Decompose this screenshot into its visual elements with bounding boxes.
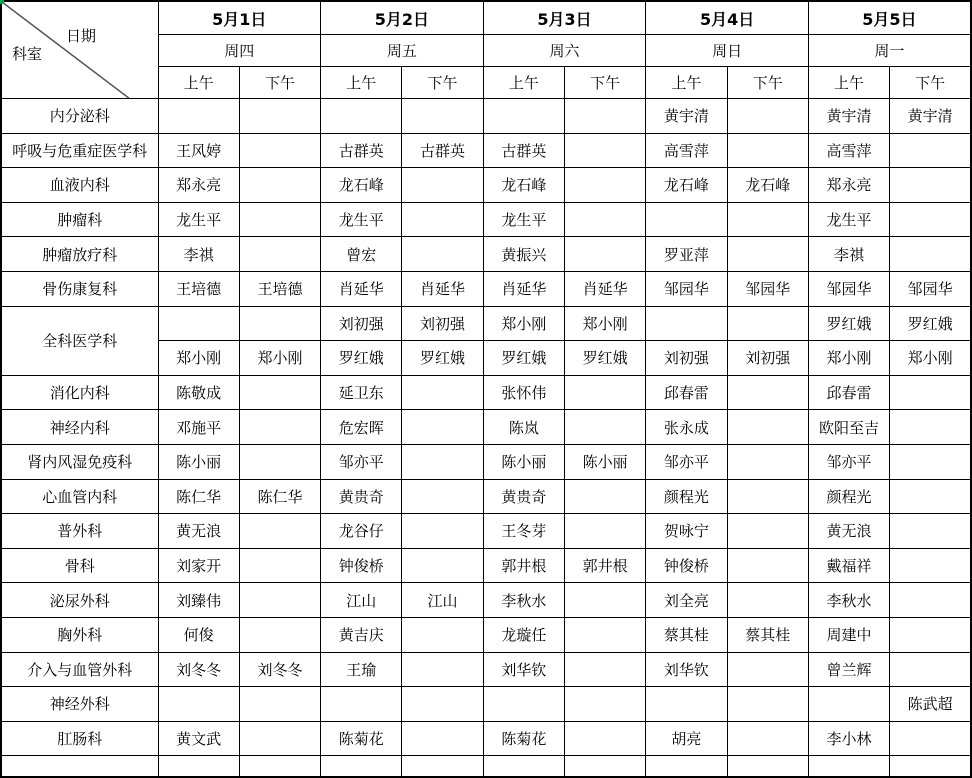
duty-cell: 罗红娥 (808, 306, 889, 341)
duty-cell: 颜程光 (646, 479, 727, 514)
duty-cell (564, 652, 645, 687)
duty-cell (402, 99, 483, 134)
duty-cell: 黄宇清 (890, 99, 971, 134)
duty-cell (727, 721, 808, 756)
duty-cell: 黄文武 (158, 721, 239, 756)
duty-cell (727, 306, 808, 341)
duty-cell (402, 548, 483, 583)
duty-cell: 戴福祥 (808, 548, 889, 583)
duty-cell (483, 99, 564, 134)
empty-cell (564, 756, 645, 778)
duty-cell: 刘初强 (727, 341, 808, 376)
schedule-row (1, 444, 971, 479)
weekday-header-1: 周四 (158, 35, 321, 67)
duty-cell (890, 168, 971, 203)
department-cell: 介入与血管外科 (1, 652, 158, 687)
session-pm-header: 下午 (890, 67, 971, 99)
duty-cell: 危宏晖 (321, 410, 402, 445)
duty-cell (727, 410, 808, 445)
duty-cell: 颜程光 (808, 479, 889, 514)
duty-cell (402, 444, 483, 479)
schedule-body (1, 99, 971, 778)
session-am-header: 上午 (158, 67, 239, 99)
duty-cell: 蔡其桂 (646, 617, 727, 652)
schedule-row (1, 687, 971, 722)
department-cell: 泌尿外科 (1, 583, 158, 618)
duty-cell: 郭井根 (483, 548, 564, 583)
duty-cell: 刘家开 (158, 548, 239, 583)
duty-cell (727, 514, 808, 549)
duty-cell (890, 583, 971, 618)
schedule-row (1, 133, 971, 168)
duty-cell (564, 168, 645, 203)
duty-cell: 黄宇清 (808, 99, 889, 134)
duty-cell: 邹园华 (646, 271, 727, 306)
department-cell: 骨科 (1, 548, 158, 583)
duty-cell: 陈岚 (483, 410, 564, 445)
session-am-header: 上午 (646, 67, 727, 99)
duty-cell (564, 99, 645, 134)
duty-cell: 江山 (321, 583, 402, 618)
duty-cell (646, 687, 727, 722)
schedule-row (1, 306, 971, 341)
empty-cell (890, 756, 971, 778)
duty-cell: 胡亮 (646, 721, 727, 756)
duty-cell: 古群英 (402, 133, 483, 168)
schedule-row (1, 168, 971, 203)
session-am-header: 上午 (321, 67, 402, 99)
duty-cell: 郑小刚 (564, 306, 645, 341)
duty-cell: 肖延华 (321, 271, 402, 306)
duty-cell (158, 687, 239, 722)
duty-cell (402, 721, 483, 756)
empty-cell (808, 756, 889, 778)
duty-cell: 欧阳至吉 (808, 410, 889, 445)
duty-cell (483, 687, 564, 722)
duty-cell (808, 687, 889, 722)
duty-cell: 延卫东 (321, 375, 402, 410)
duty-cell (727, 237, 808, 272)
duty-cell (239, 583, 320, 618)
duty-cell (321, 99, 402, 134)
duty-cell: 罗红娥 (402, 341, 483, 376)
duty-cell (402, 375, 483, 410)
duty-cell: 李小林 (808, 721, 889, 756)
duty-cell: 邹亦平 (646, 444, 727, 479)
schedule-row (1, 514, 971, 549)
duty-cell: 何俊 (158, 617, 239, 652)
department-cell: 内分泌科 (1, 99, 158, 134)
schedule-row (1, 99, 971, 134)
schedule-row (1, 202, 971, 237)
duty-cell: 郑永亮 (808, 168, 889, 203)
duty-cell: 邱春雷 (646, 375, 727, 410)
corner-cell (1, 1, 158, 99)
schedule-row (1, 583, 971, 618)
duty-cell: 王冬芽 (483, 514, 564, 549)
duty-cell (402, 237, 483, 272)
duty-cell: 邹园华 (808, 271, 889, 306)
duty-cell (239, 410, 320, 445)
duty-cell: 龙生平 (321, 202, 402, 237)
schedule-row (1, 479, 971, 514)
duty-cell (239, 375, 320, 410)
empty-cell (483, 756, 564, 778)
session-pm-header: 下午 (402, 67, 483, 99)
empty-cell (321, 756, 402, 778)
duty-cell: 黄无浪 (158, 514, 239, 549)
department-cell: 神经外科 (1, 687, 158, 722)
duty-cell (239, 617, 320, 652)
duty-cell (890, 617, 971, 652)
duty-cell: 黄振兴 (483, 237, 564, 272)
corner-department-label: 科室 (12, 45, 43, 63)
duty-cell: 贺咏宁 (646, 514, 727, 549)
duty-cell: 刘冬冬 (239, 652, 320, 687)
duty-cell: 罗红娥 (564, 341, 645, 376)
duty-cell: 钟俊桥 (321, 548, 402, 583)
duty-cell: 曾宏 (321, 237, 402, 272)
empty-cell (727, 756, 808, 778)
duty-cell (564, 721, 645, 756)
duty-cell: 龙谷仔 (321, 514, 402, 549)
duty-cell: 王风婷 (158, 133, 239, 168)
schedule-row (1, 410, 971, 445)
duty-cell: 郑小刚 (158, 341, 239, 376)
session-pm-header: 下午 (239, 67, 320, 99)
department-cell: 肿瘤放疗科 (1, 237, 158, 272)
duty-cell (564, 202, 645, 237)
duty-cell: 李祺 (808, 237, 889, 272)
duty-cell: 刘初强 (402, 306, 483, 341)
duty-cell: 刘华钦 (646, 652, 727, 687)
department-cell: 胸外科 (1, 617, 158, 652)
duty-cell (727, 375, 808, 410)
duty-cell: 龙璇任 (483, 617, 564, 652)
duty-cell: 郑永亮 (158, 168, 239, 203)
duty-cell (646, 306, 727, 341)
duty-cell (402, 514, 483, 549)
duty-cell (564, 583, 645, 618)
duty-cell: 罗亚萍 (646, 237, 727, 272)
duty-cell (239, 721, 320, 756)
department-cell: 肾内风湿免疫科 (1, 444, 158, 479)
duty-cell (890, 410, 971, 445)
date-header-row (1, 1, 971, 35)
duty-cell (402, 617, 483, 652)
duty-cell: 陈菊花 (483, 721, 564, 756)
duty-cell: 肖延华 (402, 271, 483, 306)
duty-cell (402, 652, 483, 687)
date-header-1: 5月1日 (158, 1, 321, 35)
duty-cell: 郑小刚 (483, 306, 564, 341)
duty-cell (727, 133, 808, 168)
duty-cell: 张永成 (646, 410, 727, 445)
duty-cell: 邓施平 (158, 410, 239, 445)
duty-cell: 蔡其桂 (727, 617, 808, 652)
duty-cell: 曾兰辉 (808, 652, 889, 687)
duty-cell (890, 375, 971, 410)
department-cell: 肿瘤科 (1, 202, 158, 237)
duty-cell: 李祺 (158, 237, 239, 272)
table-header (1, 1, 971, 99)
duty-cell (402, 410, 483, 445)
empty-cell (1, 756, 158, 778)
duty-cell (239, 548, 320, 583)
partial-bottom-row (1, 756, 971, 778)
duty-cell: 郭井根 (564, 548, 645, 583)
duty-cell (890, 514, 971, 549)
weekday-header-3: 周六 (483, 35, 646, 67)
duty-cell: 古群英 (321, 133, 402, 168)
duty-cell (564, 410, 645, 445)
duty-cell (402, 168, 483, 203)
duty-cell (727, 99, 808, 134)
duty-cell: 刘冬冬 (158, 652, 239, 687)
duty-cell: 罗红娥 (321, 341, 402, 376)
duty-cell (890, 133, 971, 168)
duty-cell (239, 202, 320, 237)
weekday-header-2: 周五 (321, 35, 484, 67)
duty-cell: 陈菊花 (321, 721, 402, 756)
empty-cell (646, 756, 727, 778)
weekday-header-5: 周一 (808, 35, 971, 67)
duty-cell (564, 617, 645, 652)
duty-cell (402, 202, 483, 237)
duty-cell: 陈敬成 (158, 375, 239, 410)
duty-cell: 刘全亮 (646, 583, 727, 618)
duty-cell (239, 237, 320, 272)
duty-cell (890, 721, 971, 756)
corner-selection-artifact (0, 0, 4, 4)
duty-cell: 龙石峰 (727, 168, 808, 203)
duty-cell: 邹园华 (727, 271, 808, 306)
duty-cell (239, 444, 320, 479)
duty-cell: 罗红娥 (890, 306, 971, 341)
duty-cell: 黄吉庆 (321, 617, 402, 652)
duty-cell: 高雪萍 (646, 133, 727, 168)
duty-cell (239, 133, 320, 168)
duty-cell (646, 202, 727, 237)
department-cell: 骨伤康复科 (1, 271, 158, 306)
duty-cell: 高雪萍 (808, 133, 889, 168)
duty-cell (890, 548, 971, 583)
duty-cell: 郑小刚 (239, 341, 320, 376)
duty-cell: 邹园华 (890, 271, 971, 306)
duty-cell (239, 168, 320, 203)
duty-cell: 陈仁华 (239, 479, 320, 514)
schedule-row (1, 652, 971, 687)
duty-cell (239, 306, 320, 341)
duty-cell: 周建中 (808, 617, 889, 652)
corner-date-label: 日期 (66, 27, 97, 45)
duty-cell (727, 479, 808, 514)
duty-cell (239, 514, 320, 549)
duty-cell: 刘初强 (646, 341, 727, 376)
duty-cell (158, 99, 239, 134)
duty-cell (727, 652, 808, 687)
duty-cell: 江山 (402, 583, 483, 618)
weekday-header-4: 周日 (646, 35, 809, 67)
duty-cell (890, 444, 971, 479)
schedule-row (1, 548, 971, 583)
duty-cell: 王培德 (158, 271, 239, 306)
department-cell: 全科医学科 (1, 306, 158, 375)
duty-cell (890, 237, 971, 272)
duty-cell: 刘初强 (321, 306, 402, 341)
duty-cell (890, 479, 971, 514)
duty-cell: 龙石峰 (321, 168, 402, 203)
duty-cell: 肖延华 (483, 271, 564, 306)
duty-cell: 黄无浪 (808, 514, 889, 549)
session-am-header: 上午 (808, 67, 889, 99)
department-cell: 肛肠科 (1, 721, 158, 756)
duty-cell: 钟俊桥 (646, 548, 727, 583)
empty-cell (239, 756, 320, 778)
duty-cell (727, 444, 808, 479)
date-header-4: 5月4日 (646, 1, 809, 35)
duty-cell: 刘臻伟 (158, 583, 239, 618)
session-pm-header: 下午 (564, 67, 645, 99)
duty-cell: 黄贵奇 (321, 479, 402, 514)
duty-cell: 张怀伟 (483, 375, 564, 410)
schedule-row (1, 375, 971, 410)
session-pm-header: 下午 (727, 67, 808, 99)
duty-cell (890, 202, 971, 237)
duty-cell (239, 99, 320, 134)
duty-cell: 龙生平 (808, 202, 889, 237)
duty-cell: 罗红娥 (483, 341, 564, 376)
duty-cell (158, 306, 239, 341)
duty-cell: 龙生平 (158, 202, 239, 237)
schedule-row (1, 617, 971, 652)
duty-cell: 刘华钦 (483, 652, 564, 687)
duty-cell: 李秋水 (483, 583, 564, 618)
department-cell: 普外科 (1, 514, 158, 549)
duty-cell: 陈小丽 (158, 444, 239, 479)
duty-cell: 龙石峰 (483, 168, 564, 203)
date-header-3: 5月3日 (483, 1, 646, 35)
department-cell: 心血管内科 (1, 479, 158, 514)
duty-cell: 郑小刚 (890, 341, 971, 376)
duty-cell (564, 514, 645, 549)
duty-cell: 邹亦平 (321, 444, 402, 479)
duty-cell (727, 687, 808, 722)
duty-cell (239, 687, 320, 722)
empty-cell (402, 756, 483, 778)
duty-cell: 王瑜 (321, 652, 402, 687)
duty-cell (564, 687, 645, 722)
date-header-2: 5月2日 (321, 1, 484, 35)
duty-cell: 龙石峰 (646, 168, 727, 203)
duty-cell: 古群英 (483, 133, 564, 168)
department-cell: 呼吸与危重症医学科 (1, 133, 158, 168)
duty-cell: 龙生平 (483, 202, 564, 237)
duty-cell: 邱春雷 (808, 375, 889, 410)
duty-cell (564, 237, 645, 272)
duty-cell (564, 133, 645, 168)
duty-cell: 王培德 (239, 271, 320, 306)
duty-cell: 陈小丽 (483, 444, 564, 479)
schedule-row (1, 271, 971, 306)
duty-cell (564, 375, 645, 410)
date-header-5: 5月5日 (808, 1, 971, 35)
empty-cell (158, 756, 239, 778)
duty-cell: 郑小刚 (808, 341, 889, 376)
session-am-header: 上午 (483, 67, 564, 99)
duty-cell (321, 687, 402, 722)
schedule-row (1, 721, 971, 756)
department-cell: 神经内科 (1, 410, 158, 445)
duty-cell (727, 548, 808, 583)
duty-cell: 陈武超 (890, 687, 971, 722)
duty-cell: 邹亦平 (808, 444, 889, 479)
duty-cell: 黄贵奇 (483, 479, 564, 514)
duty-cell: 肖延华 (564, 271, 645, 306)
duty-cell (402, 687, 483, 722)
duty-cell: 黄宇清 (646, 99, 727, 134)
duty-cell (890, 652, 971, 687)
duty-cell: 李秋水 (808, 583, 889, 618)
duty-cell (727, 202, 808, 237)
schedule-row (1, 237, 971, 272)
duty-cell (727, 583, 808, 618)
duty-cell: 陈小丽 (564, 444, 645, 479)
department-cell: 血液内科 (1, 168, 158, 203)
duty-cell: 陈仁华 (158, 479, 239, 514)
duty-cell (402, 479, 483, 514)
department-cell: 消化内科 (1, 375, 158, 410)
duty-cell (564, 479, 645, 514)
